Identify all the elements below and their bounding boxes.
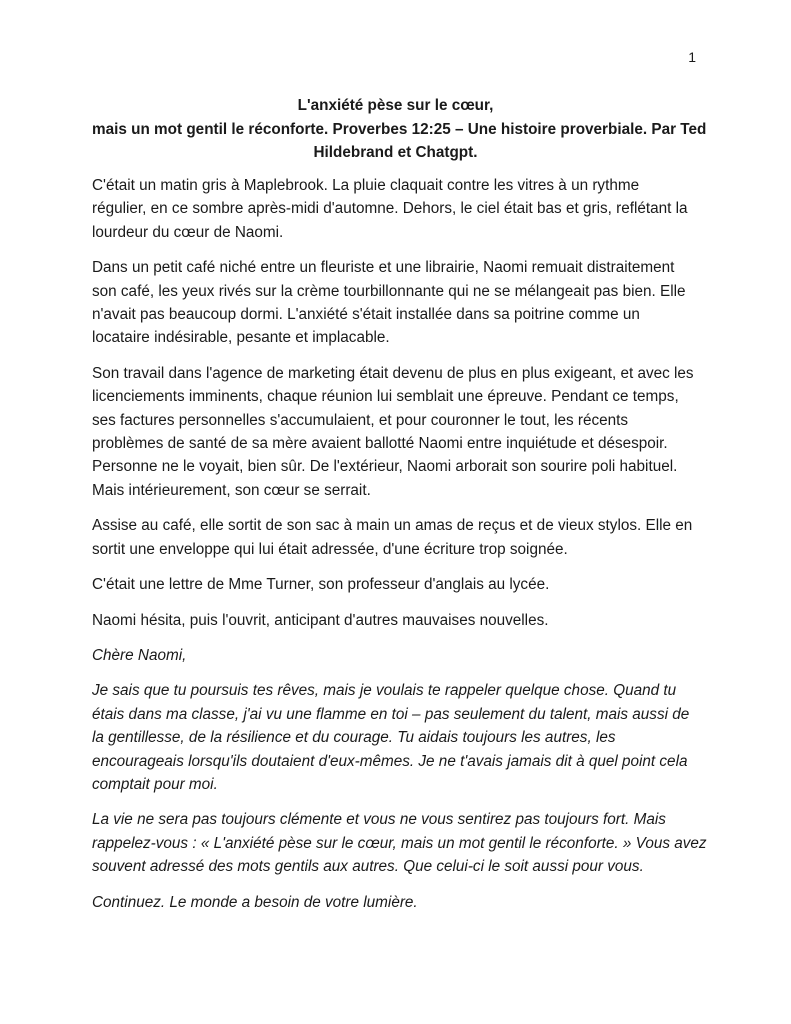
paragraph-line: Je sais que tu poursuis tes rêves, mais je voulais te rappeler quelque chose. Quand tu: [92, 682, 677, 700]
paragraph-line: Personne ne le voyait, bien sûr. De l'extérieur, Naomi arborait son sourire poli habituel.: [92, 458, 678, 476]
paragraph-line: La vie ne sera pas toujours clémente et vous ne vous sentirez pas toujours fort. Mais: [92, 811, 666, 829]
letter-paragraph: [92, 644, 702, 667]
story-paragraph: [92, 256, 702, 350]
paragraph-line: ses factures personnelles s'accumulaient, et pour couronner le tout, les récents: [92, 411, 629, 429]
letter-paragraph: [92, 808, 707, 878]
paragraph-line: licenciements imminents, chaque réunion lui semblait une épreuve. Pendant ce temps,: [92, 388, 679, 406]
paragraph-line: sortit une enveloppe qui lui était adressée, d'une écriture trop soignée.: [92, 540, 568, 558]
story-paragraph: [92, 609, 702, 632]
paragraph-line: encourageais lorsqu'ils doutaient d'eux-mêmes. Je ne t'avais jamais dit à quel point cela: [92, 752, 688, 770]
paragraph-line: Chère Naomi,: [92, 646, 187, 664]
letter-paragraph: [92, 891, 702, 914]
paragraph-line: la gentillesse, de la résilience et du courage. Tu aidais toujours les autres, les: [92, 729, 616, 747]
title-line: Hildebrand et Chatgpt.: [313, 144, 478, 161]
story-body: [92, 174, 707, 926]
paragraph-line: C'était une lettre de Mme Turner, son professeur d'anglais au lycée.: [92, 576, 550, 594]
paragraph-line: étais dans ma classe, j'ai vu une flamme en toi – pas seulement du talent, mais aussi de: [92, 705, 690, 723]
paragraph-line: Assise au café, elle sortit de son sac à main un amas de reçus et de vieux stylos. Elle en: [92, 517, 693, 535]
paragraph-line: souvent adressé des mots gentils aux autres. Que celui-ci le soit aussi pour vous.: [92, 858, 644, 876]
title-line: mais un mot gentil le réconforte. Proverbes 12:25 – Une histoire proverbiale. Par Ted: [92, 120, 707, 138]
title-line: L'anxiété pèse sur le cœur,: [297, 97, 494, 114]
document-title: [92, 94, 707, 165]
paragraph-line: n'avait pas beaucoup dormi. L'anxiété s'était installée dans sa poitrine comme un: [92, 306, 640, 324]
story-paragraph: [92, 514, 702, 561]
page-number: 1: [688, 49, 696, 65]
paragraph-line: Son travail dans l'agence de marketing était devenu de plus en plus exigeant, et avec les: [92, 364, 694, 382]
paragraph-line: locataire indésirable, pesante et implacable.: [92, 329, 390, 347]
paragraph-line: régulier, en ce sombre après-midi d'automne. Dehors, le ciel était bas et gris, reflétant la: [92, 200, 688, 218]
paragraph-line: problèmes de santé de sa mère avaient ballotté Naomi entre inquiétude et désespoir.: [92, 435, 668, 453]
paragraph-line: C'était un matin gris à Maplebrook. La pluie claquait contre les vitres à un rythme: [92, 177, 640, 194]
paragraph-line: Dans un petit café niché entre un fleuriste et une librairie, Naomi remuait distraitement: [92, 259, 675, 277]
story-paragraph: [92, 362, 702, 502]
letter-paragraph: [92, 679, 702, 796]
paragraph-line: Naomi hésita, puis l'ouvrit, anticipant d'autres mauvaises nouvelles.: [92, 611, 549, 629]
story-paragraph: [92, 174, 702, 244]
paragraph-line: Mais intérieurement, son cœur se serrait.: [92, 481, 371, 499]
paragraph-line: son café, les yeux rivés sur la crème tourbillonnante qui ne se mélangeait pas bien. Elle: [92, 282, 686, 300]
paragraph-line: rappelez-vous : « L'anxiété pèse sur le cœur, mais un mot gentil le réconforte. » Vous avez: [92, 834, 707, 852]
paragraph-line: comptait pour moi.: [92, 775, 218, 793]
story-paragraph: [92, 573, 702, 596]
paragraph-line: Continuez. Le monde a besoin de votre lumière.: [92, 893, 418, 911]
paragraph-line: lourdeur du cœur de Naomi.: [92, 223, 284, 241]
